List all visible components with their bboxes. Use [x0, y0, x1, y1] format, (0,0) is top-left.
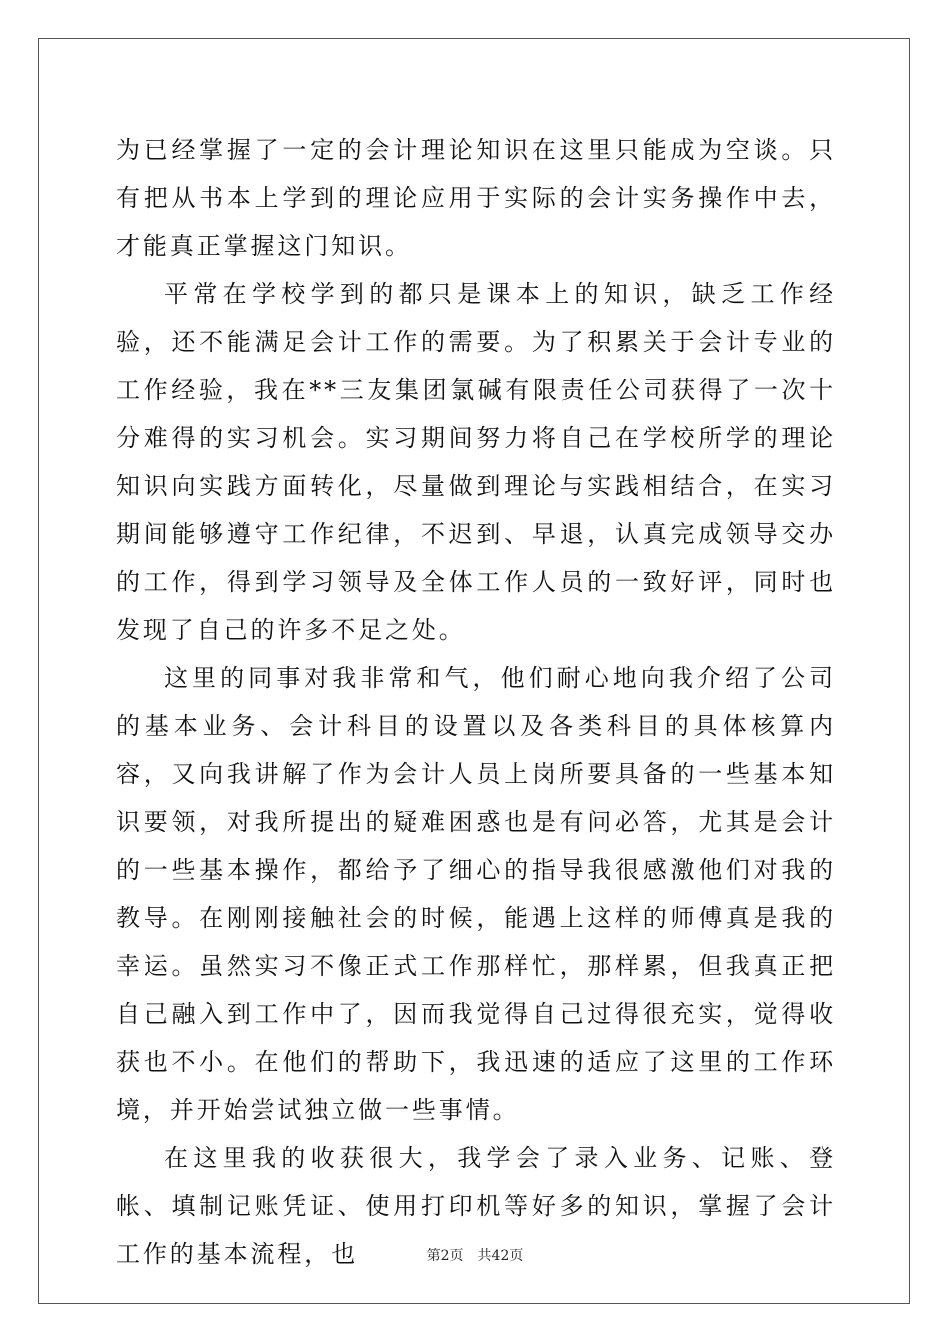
paragraph-3: 这里的同事对我非常和气，他们耐心地向我介绍了公司的基本业务、会计科目的设置以及各类科目的具体核算内容，又向我讲解了作为会计人员上岗所要具备的一些基本知识要领，对我所提出的疑难困惑也是有问必答，尤其是会计的一些基本操作，都给予了细心的指导我很感激他们对我的教导。在刚刚接触社会的时候，能遇上这样的师傅真是我的幸运。虽然实习不像正式工作那样忙，那样累，但我真正把自己融入到工作中了，因而我觉得自己过得很充实，觉得收获也不小。在他们的帮助下，我迅速的适应了这里的工作环境，并开始尝试独立做一些事情。: [116, 664, 836, 1124]
document-body: [116, 126, 836, 1278]
page-number: 第2页: [426, 1248, 464, 1264]
page-footer: [0, 1246, 950, 1266]
paragraph-2: 平常在学校学到的都只是课本上的知识，缺乏工作经验，还不能满足会计工作的需要。为了积累关于会计专业的工作经验，我在**三友集团氯碱有限责任公司获得了一次十分难得的实习机会。实习期间努力将自己在学校所学的理论知识向实践方面转化，尽量做到理论与实践相结合，在实习期间能够遵守工作纪律，不迟到、早退，认真完成领导交办的工作，得到学习领导及全体工作人员的一致好评，同时也发现了自己的许多不足之处。: [116, 280, 836, 644]
paragraph-1: 为已经掌握了一定的会计理论知识在这里只能成为空谈。只有把从书本上学到的理论应用于实际的会计实务操作中去，才能真正掌握这门知识。: [116, 136, 836, 260]
paragraph-4: 在这里我的收获很大，我学会了录入业务、记账、登帐、填制记账凭证、使用打印机等好多的知识，掌握了会计工作的基本流程，也: [116, 1144, 836, 1268]
page-total: 共42页: [477, 1248, 524, 1264]
